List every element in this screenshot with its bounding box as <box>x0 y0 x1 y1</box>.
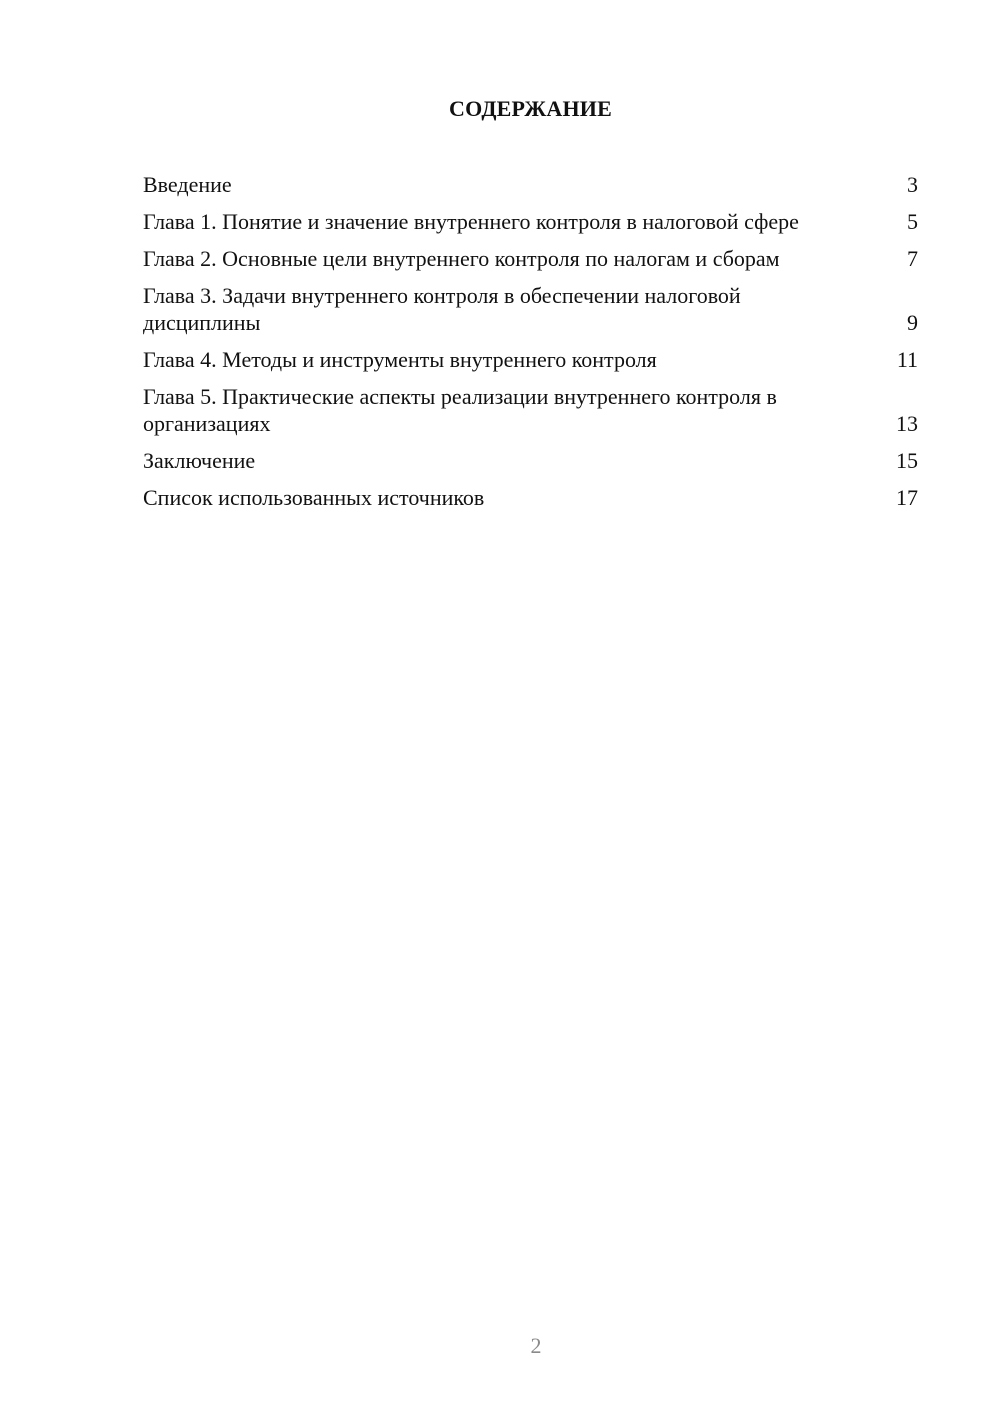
toc-entry-title: Глава 3. Задачи внутреннего контроля в обеспечении налоговой дисциплины <box>143 283 741 335</box>
toc-entry-title: Глава 2. Основные цели внутреннего контроля по налогам и сборам <box>143 246 780 271</box>
toc-entry-page: 15 <box>896 448 918 473</box>
toc-entry-page: 9 <box>907 310 918 335</box>
toc-entry-conclusion <box>143 447 918 474</box>
toc-entry-page: 11 <box>896 347 918 372</box>
page-number: 2 <box>530 1333 542 1358</box>
toc-entry-introduction <box>143 171 918 198</box>
toc-entry-page: 3 <box>907 172 918 197</box>
toc-entry-page: 7 <box>907 246 918 271</box>
toc-entry-chapter-1 <box>143 208 918 235</box>
toc-entry-chapter-2 <box>143 245 918 272</box>
toc-entry-chapter-3 <box>143 282 918 336</box>
toc-entry-page: 5 <box>907 209 918 234</box>
toc-entry-page: 17 <box>896 485 918 510</box>
toc-entry-title: Глава 1. Понятие и значение внутреннего контроля в налоговой сфере <box>143 209 799 234</box>
toc-entry-chapter-4 <box>143 346 918 373</box>
toc-entry-title: Глава 4. Методы и инструменты внутреннего контроля <box>143 347 657 372</box>
toc-entry-page: 13 <box>896 411 918 436</box>
toc-entry-title: Заключение <box>143 448 256 473</box>
toc-entry-references <box>143 484 918 511</box>
toc-entry-title: Введение <box>143 172 232 197</box>
toc-entry-title: Глава 5. Практические аспекты реализации внутреннего контроля в организациях <box>143 384 777 436</box>
toc-heading: СОДЕРЖАНИЕ <box>449 96 612 121</box>
table-of-contents <box>143 171 918 521</box>
toc-entry-chapter-5 <box>143 383 918 437</box>
toc-entry-title: Список использованных источников <box>143 485 485 510</box>
